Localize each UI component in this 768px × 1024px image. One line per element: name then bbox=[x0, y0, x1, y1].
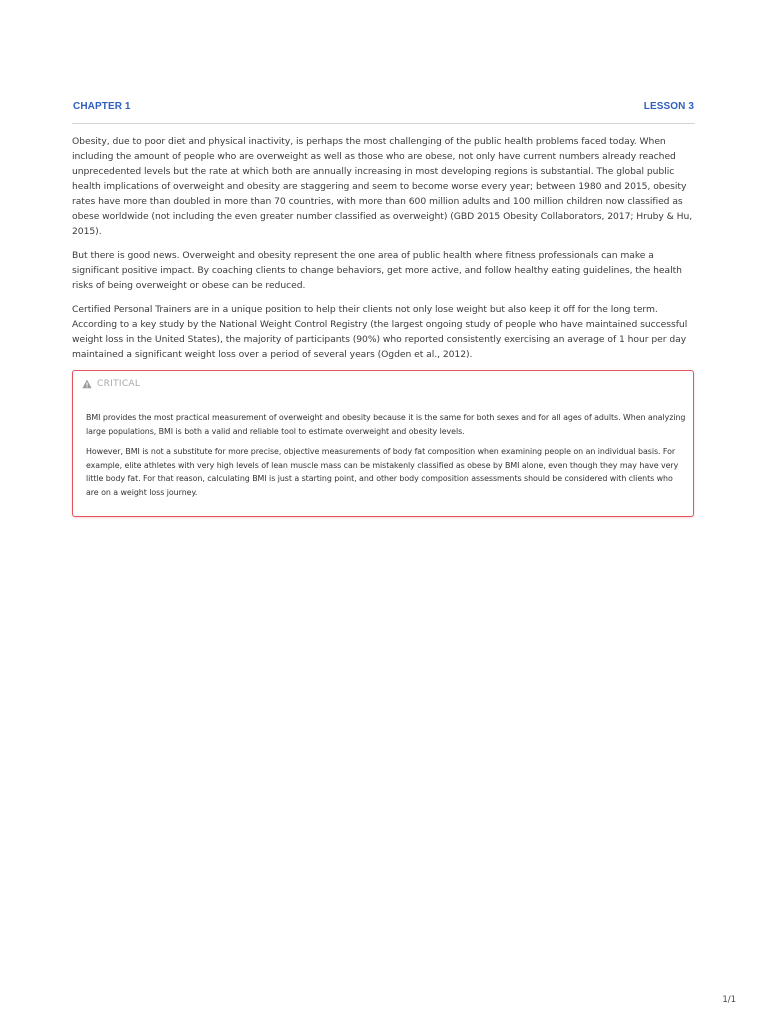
body-text bbox=[72, 134, 696, 371]
callout-body bbox=[86, 411, 686, 506]
warning-triangle-icon bbox=[82, 379, 92, 389]
paragraph: Certified Personal Trainers are in a unique position to help their clients not only lose weight but also keep it off for the long term. According to a key study by the National Weight Control Registry (the largest ongoing study of people who have maintained successful weight loss in the United States), the majority of participants (90%) who reported consistently exercising an average of 1 hour per day maintained a significant weight loss over a period of several years (Ogden et al., 2012). bbox=[72, 304, 688, 360]
lesson-label: LESSON 3 bbox=[643, 101, 694, 112]
paragraph: But there is good news. Overweight and obesity represent the one area of public health where fitness professionals can make a significant positive impact. By coaching clients to change behaviors, get more active, and follow healthy eating guidelines, the health risks of being overweight or obese can be reduced. bbox=[72, 250, 682, 291]
critical-callout bbox=[72, 370, 694, 517]
callout-header bbox=[82, 379, 140, 389]
chapter-label: CHAPTER 1 bbox=[73, 101, 131, 112]
callout-label: CRITICAL bbox=[97, 379, 141, 389]
callout-paragraph: BMI provides the most practical measurement of overweight and obesity because it is the same for both sexes and for all ages of adults. When analyzing large populations, BMI is both a valid and reliable tool to estimate overweight and obesity levels. bbox=[86, 413, 686, 436]
page-number: 1/1 bbox=[722, 995, 736, 1005]
paragraph: Obesity, due to poor diet and physical inactivity, is perhaps the most challenging of the public health problems faced today. When including the amount of people who are overweight as well as those who are obese, not only have current numbers already reached unprecedented levels but the rate at which both are annually increasing in most developing regions is substantial. The global public health implications of overweight and obesity are staggering and seem to become worse every year; between 1980 and 2015, obesity rates have more than doubled in more than 70 countries, with more than 600 million adults and 100 million children now classified as obese worldwide (not including the even greater number classified as overweight) (GBD 2015 Obesity Collaborators, 2017; Hruby & Hu, 2015). bbox=[72, 136, 693, 237]
page-header bbox=[72, 101, 695, 124]
callout-paragraph: However, BMI is not a substitute for more precise, objective measurements of body fat composition when examining people on an individual basis. For example, elite athletes with very high levels of lean muscle mass can be mistakenly classified as obese by BMI alone, even though they may have very little body fat. For that reason, calculating BMI is just a starting point, and other body composition assessments should be considered with clients who are on a weight loss journey. bbox=[86, 447, 679, 497]
